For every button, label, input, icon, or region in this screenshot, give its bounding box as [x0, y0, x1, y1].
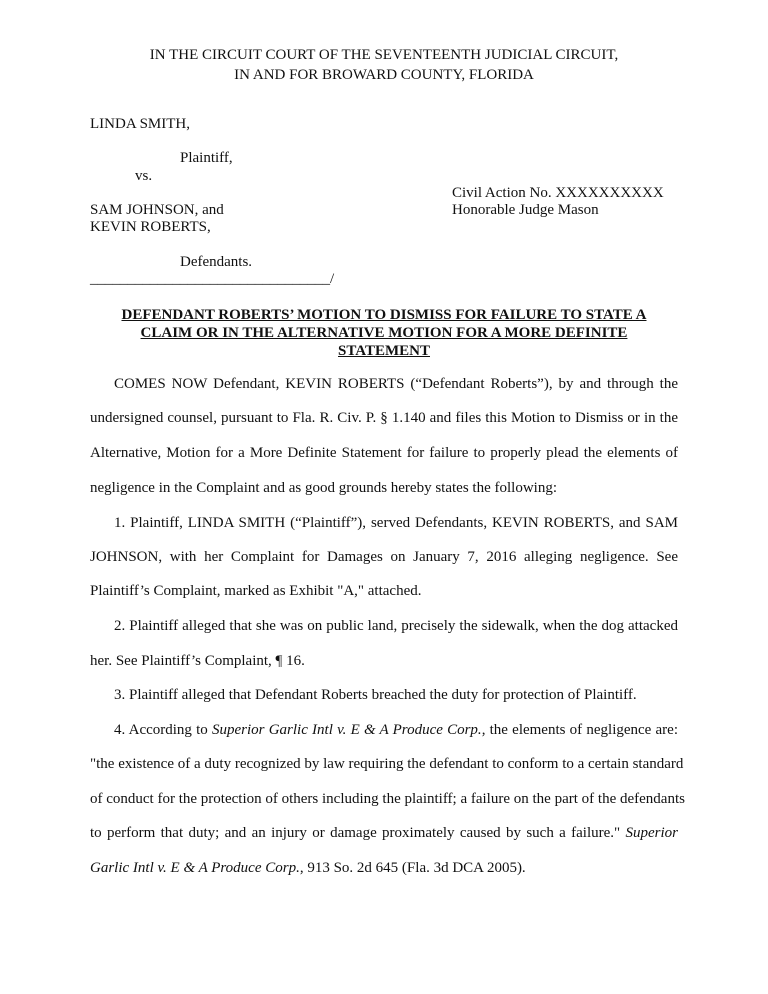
plaintiff-label: Plaintiff,: [180, 150, 233, 166]
para4-line1-pre: 4. According to: [114, 722, 212, 738]
para4-line4-pre: to perform that duty; and an injury or damage proximately caused by such a failure.": [90, 825, 621, 841]
para4-line5: [90, 860, 678, 877]
defendant-name-2: KEVIN ROBERTS,: [90, 219, 211, 235]
case-citation-name: Superior Garlic Intl v. E & A Produce Corp.: [212, 722, 482, 738]
case-number: Civil Action No. XXXXXXXXXX: [452, 185, 664, 201]
case-citation-part2: Garlic Intl v. E & A Produce Corp.: [90, 860, 300, 876]
para4-line2: "the existence of a duty recognized by law requiring the defendant to conform to a certain standard: [90, 756, 684, 772]
defendant-name-1: SAM JOHNSON, and: [90, 202, 224, 218]
para2-line2: her. See Plaintiff’s Complaint, ¶ 16.: [90, 653, 305, 669]
case-citation-part1: Superior: [625, 825, 679, 841]
intro-line2: undersigned counsel, pursuant to Fla. R. Civ. P. § 1.140 and files this Motion to Dismiss or in the: [90, 410, 678, 426]
motion-title-line2: CLAIM OR IN THE ALTERNATIVE MOTION FOR A MORE DEFINITE: [140, 325, 628, 341]
para1-line2: JOHNSON, with her Complaint for Damages on January 7, 2016 alleging negligence. See: [90, 549, 678, 565]
court-name-line2: IN AND FOR BROWARD COUNTY, FLORIDA: [234, 67, 534, 83]
intro-line4: negligence in the Complaint and as good grounds hereby states the following:: [90, 480, 557, 496]
para2-line1: 2. Plaintiff alleged that she was on public land, precisely the sidewalk, when the dog attacked: [114, 618, 678, 634]
para4-line5-post: , 913 So. 2d 645 (Fla. 3d DCA 2005).: [299, 860, 526, 876]
motion-title-line3: STATEMENT: [338, 343, 430, 359]
para4-line3: of conduct for the protection of others including the plaintiff; a failure on the part of the defendants: [90, 791, 685, 807]
para1-line1: 1. Plaintiff, LINDA SMITH (“Plaintiff”), served Defendants, KEVIN ROBERTS, and SAM: [114, 515, 678, 531]
defendants-label: Defendants.: [180, 254, 253, 270]
motion-title-line1: DEFENDANT ROBERTS’ MOTION TO DISMISS FOR FAILURE TO STATE A: [121, 307, 647, 323]
caption-rule: ________________________________/: [90, 271, 335, 287]
intro-line1: COMES NOW Defendant, KEVIN ROBERTS (“Defendant Roberts”), by and through the: [114, 376, 678, 392]
para4-line1-post: , the elements of negligence are:: [481, 722, 679, 738]
judge-name: Honorable Judge Mason: [452, 202, 599, 218]
versus-label: vs.: [135, 168, 153, 184]
para4-line4: [90, 825, 678, 842]
para1-line3: Plaintiff’s Complaint, marked as Exhibit "A," attached.: [90, 583, 422, 599]
para4-line1: [114, 722, 678, 739]
intro-line3: Alternative, Motion for a More Definite Statement for failure to properly plead the elements of: [90, 445, 678, 461]
para3-line1: 3. Plaintiff alleged that Defendant Roberts breached the duty for protection of Plaintiff.: [114, 687, 637, 703]
court-name-line1: IN THE CIRCUIT COURT OF THE SEVENTEENTH JUDICIAL CIRCUIT,: [149, 47, 619, 63]
plaintiff-name: LINDA SMITH,: [90, 116, 190, 132]
